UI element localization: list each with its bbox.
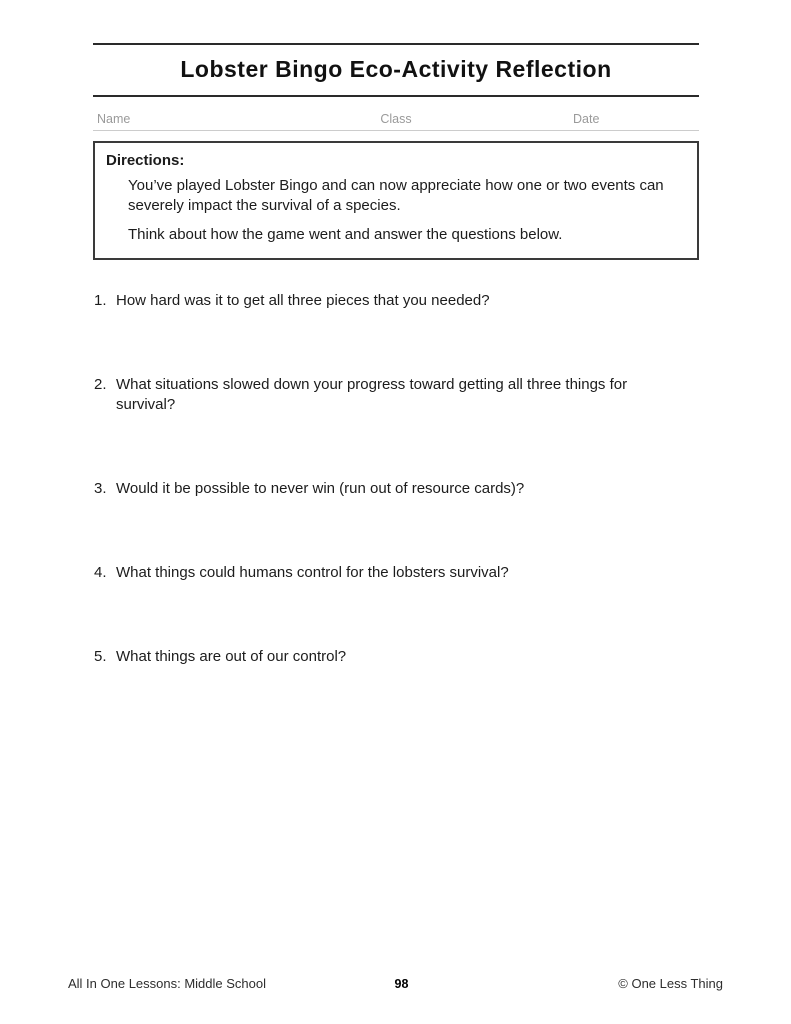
student-info-row — [93, 97, 699, 131]
question-4-text: What things could humans control for the lobsters survival? — [116, 564, 509, 581]
question-5-number: 5. — [94, 648, 107, 665]
footer-series-title: All In One Lessons: Middle School — [68, 976, 266, 991]
question-2-answer-space — [93, 415, 699, 479]
question-3-number: 3. — [94, 480, 107, 497]
question-2 — [93, 375, 699, 415]
directions-paragraph-2: Think about how the game went and answer the questions below. — [128, 226, 563, 243]
question-3 — [93, 479, 699, 499]
class-field-label: Class — [380, 112, 412, 126]
question-list — [93, 291, 699, 667]
question-1-answer-space — [93, 311, 699, 375]
directions-box — [93, 141, 699, 260]
question-3-text: Would it be possible to never win (run out of resource cards)? — [116, 480, 525, 497]
question-1 — [93, 291, 699, 311]
directions-paragraph-1: You’ve played Lobster Bingo and can now appreciate how one or two events can severely impact the survival of a species. — [128, 177, 664, 214]
question-1-number: 1. — [94, 292, 107, 309]
footer-page-number: 98 — [394, 977, 409, 991]
question-5-text: What things are out of our control? — [116, 648, 347, 665]
question-3-answer-space — [93, 499, 699, 563]
question-2-number: 2. — [94, 376, 107, 393]
date-field-label: Date — [573, 112, 600, 126]
question-5 — [93, 647, 699, 667]
content-column — [93, 0, 699, 667]
question-1-text: How hard was it to get all three pieces that you needed? — [116, 292, 490, 309]
question-4-answer-space — [93, 583, 699, 647]
page-footer — [68, 976, 723, 991]
question-4 — [93, 563, 699, 583]
page-title: Lobster Bingo Eco-Activity Reflection — [180, 56, 612, 82]
directions-label: Directions: — [106, 152, 185, 169]
question-2-text: What situations slowed down your progress toward getting all three things for survival? — [116, 376, 628, 413]
footer-copyright: © One Less Thing — [618, 976, 723, 991]
question-4-number: 4. — [94, 564, 107, 581]
name-field-label: Name — [97, 112, 131, 126]
